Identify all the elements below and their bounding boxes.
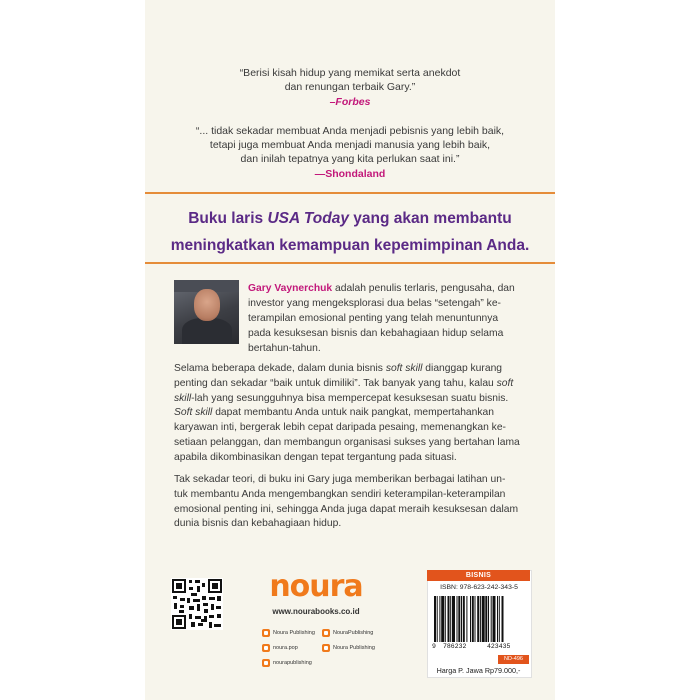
barcode-stripe: [448, 596, 450, 642]
para-text: penting dan sekadar “baik untuk dimiliki”. Tak banyak yang tahu, kalau: [174, 377, 497, 389]
para-line: karyawan inti, bergerak lebih cepat daripada pesaing, memenangkan ke-: [174, 422, 506, 434]
para-text: -lah yang sesungguhnya bisa mempercepat kesuksesan suatu bisnis.: [191, 392, 509, 404]
para-line: dunia bisnis dan kebahagiaan hidup.: [174, 518, 342, 530]
quote-line: “Berisi kisah hidup yang memikat serta anekdot: [239, 67, 461, 79]
pop-icon: [262, 644, 270, 652]
barcode-digit-group: 423435: [487, 643, 511, 650]
barcode-stripe: [499, 596, 500, 642]
barcode-stripe: [472, 596, 474, 642]
para-line: [174, 362, 534, 377]
photo-face: [194, 289, 220, 321]
barcode-stripe: [441, 596, 444, 642]
barcode-stripe: [452, 596, 455, 642]
social-twitter: [322, 628, 373, 638]
quote-source: —Shondaland: [314, 168, 386, 180]
quote-source: –Forbes: [329, 96, 371, 108]
barcode-stripe: [434, 596, 436, 642]
barcode-stripe: [458, 596, 460, 642]
qr-code-icon: [171, 578, 223, 630]
barcode-digit-first: 9: [432, 643, 436, 650]
para-emphasis: soft: [496, 377, 514, 389]
para-text: dianggap kurang: [422, 363, 503, 374]
publisher-website: www.nourabooks.co.id: [272, 607, 360, 616]
para-line: [174, 392, 534, 407]
para-line: tuk membantu Anda mengembangkan sendiri keterampilan-keterampilan: [174, 488, 506, 500]
barcode-stripe: [482, 596, 485, 642]
social-label: NouraPublishing: [333, 630, 374, 636]
barcode-stripe: [466, 596, 467, 642]
photo-body: [182, 318, 232, 344]
forbes-quote: [145, 66, 555, 109]
barcode-icon: [434, 596, 524, 642]
shondaland-quote: [145, 124, 555, 181]
barcode-stripe: [461, 596, 462, 642]
headline-emphasis: USA Today: [267, 210, 349, 227]
quote-line: tetapi juga membuat Anda menjadi manusia yang lebih baik,: [209, 139, 491, 151]
headline: [145, 205, 555, 259]
headline-text: yang akan membantu: [348, 210, 512, 227]
facebook-icon: [322, 644, 330, 652]
bio-line: terampilan emosional penting yang telah menuntunnya: [248, 313, 499, 324]
barcode-stripe: [477, 596, 479, 642]
bio-text: adalah penulis terlaris, pengusaha, dan: [332, 283, 515, 294]
para-text: Selama beberapa dekade, dalam dunia bisnis: [174, 363, 386, 374]
headline-line-1: [145, 205, 555, 232]
social-label: Noura Publishing: [333, 645, 375, 651]
social-facebook: [322, 643, 375, 653]
para-line: emosional penting ini, sehingga Anda juga dapat meraih kesuksesan dalam: [174, 503, 519, 515]
headline-line-2: meningkatkan kemampuan kepemimpinan Anda.: [170, 237, 530, 254]
social-instagram: [262, 658, 312, 668]
noura-logo: noura: [269, 569, 363, 604]
barcode-stripe: [485, 596, 487, 642]
description-paragraph-1: [174, 362, 534, 466]
bio-line: [248, 281, 528, 296]
barcode-stripe: [491, 596, 492, 642]
barcode-stripe: [502, 596, 504, 642]
barcode-stripe: [445, 596, 446, 642]
instagram-icon: [262, 659, 270, 667]
youtube-icon: [262, 629, 270, 637]
divider-bottom: [145, 262, 555, 264]
isbn-text: ISBN: 978-623-242-343-5: [440, 584, 518, 591]
barcode-stripe: [493, 596, 496, 642]
social-label: Noura Publishing: [273, 630, 315, 636]
barcode-stripe: [497, 596, 498, 642]
quote-line: “... tidak sekadar membuat Anda menjadi pebisnis yang lebih baik,: [195, 125, 505, 137]
barcode-stripe: [488, 596, 489, 642]
author-name: Gary Vaynerchuk: [248, 283, 333, 294]
barcode-stripe: [475, 596, 476, 642]
bio-line: bertahun-tahun.: [248, 343, 321, 354]
quote-line: dan renungan terbaik Gary.”: [284, 81, 416, 93]
para-line: apabila dikombinasikan dengan tepat tergantung pada situasi.: [174, 451, 457, 463]
twitter-icon: [322, 629, 330, 637]
para-emphasis: skill: [174, 392, 192, 404]
price-label: Harga P. Jawa Rp79.000,-: [436, 666, 521, 675]
para-line: [174, 377, 534, 392]
social-label: nourapublishing: [273, 660, 312, 666]
social-label: noura.pop: [273, 645, 298, 651]
para-text: dapat membantu Anda untuk naik pangkat, mempertahankan: [212, 407, 494, 419]
author-bio: [248, 281, 528, 356]
para-emphasis: Soft skill: [174, 407, 213, 419]
barcode-digit-group: 786232: [443, 643, 467, 650]
para-emphasis: soft skill: [385, 363, 423, 374]
barcode-stripe: [439, 596, 440, 642]
barcode-stripe: [437, 596, 438, 642]
social-youtube: [262, 628, 315, 638]
divider-top: [145, 192, 555, 194]
para-line: setiaan pelanggan, dan membangun organisasi sukses yang bertahan lama: [174, 436, 520, 448]
para-line: [174, 406, 534, 421]
para-line: Tak sekadar teori, di buku ini Gary juga memberikan berbagai latihan un-: [174, 474, 506, 485]
barcode-stripe: [470, 596, 471, 642]
barcode-stripe: [480, 596, 481, 642]
author-photo: [174, 280, 239, 344]
barcode-stripe: [450, 596, 451, 642]
social-pop: [262, 643, 298, 653]
headline-text: Buku laris: [188, 210, 268, 227]
bio-line: pada kesuksesan bisnis dan kebahagiaan hidup selama: [248, 328, 504, 339]
product-code: ND-496: [498, 655, 529, 664]
category-label: BISNIS: [427, 570, 530, 581]
description-paragraph-2: [174, 473, 534, 532]
barcode-stripe: [457, 596, 458, 642]
quote-line: dan inilah tepatnya yang kita perlukan saat ini.”: [240, 153, 460, 165]
bio-line: investor yang mengeksplorasi dua belas “setengah” ke-: [248, 298, 501, 309]
barcode-stripe: [463, 596, 465, 642]
